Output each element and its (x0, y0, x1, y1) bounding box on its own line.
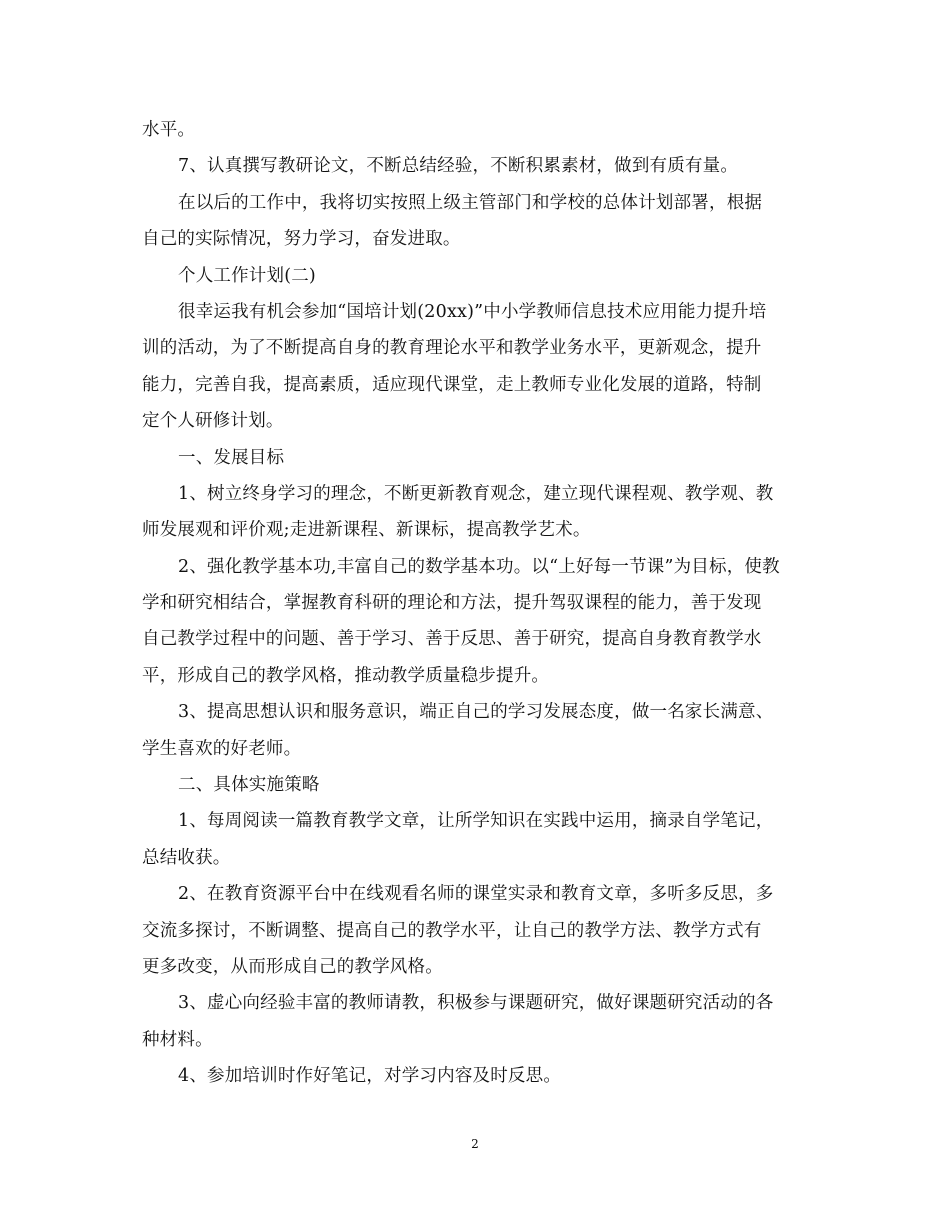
text-line: 学和研究相结合，掌握教育科研的理论和方法，提升驾驭课程的能力，善于发现 (142, 593, 762, 614)
text-line: 1、树立终身学习的理念，不断更新教育观念，建立现代课程观、教学观、教 (178, 483, 774, 504)
text-line: 学生喜欢的好老师。 (142, 738, 302, 759)
text-line: 2、强化教学基本功,丰富自己的数学基本功。以“上好每一节课”为目标，使教 (178, 556, 780, 577)
text-line: 1、每周阅读一篇教育教学文章，让所学知识在实践中运用，摘录自学笔记， (178, 811, 774, 832)
text-line: 定个人研修计划。 (142, 411, 284, 432)
text-line: 交流多探讨，不断调整、提高自己的教学水平，让自己的教学方法、教学方式有 (142, 920, 762, 941)
text-line: 4、参加培训时作好笔记，对学习内容及时反思。 (178, 1066, 562, 1087)
text-line: 自己的实际情况，努力学习，奋发进取。 (142, 229, 461, 250)
text-line: 种材料。 (142, 1029, 213, 1050)
text-line: 2、在教育资源平台中在线观看名师的课堂实录和教育文章，多听多反思，多 (178, 884, 774, 905)
text-line: 水平。 (142, 120, 196, 140)
text-line: 师发展观和评价观;走进新课程、新课标，提高教学艺术。 (142, 520, 591, 541)
text-line: 自己教学过程中的问题、善于学习、善于反思、善于研究，提高自身教育教学水 (142, 629, 762, 650)
text-line: 更多改变，从而形成自己的教学风格。 (142, 956, 443, 977)
section-heading: 个人工作计划(二) (178, 265, 316, 286)
section-heading: 二、具体实施策略 (178, 775, 320, 796)
text-line: 能力，完善自我，提高素质，适应现代课堂，走上教师专业化发展的道路，特制 (142, 374, 762, 395)
text-line: 总结收获。 (142, 847, 231, 868)
text-line: 训的活动，为了不断提高自身的教育理论水平和教学业务水平，更新观念，提升 (142, 338, 762, 359)
text-line: 在以后的工作中，我将切实按照上级主管部门和学校的总体计划部署，根据 (178, 192, 763, 213)
text-line: 3、提高思想认识和服务意识，端正自己的学习发展态度，做一名家长满意、 (178, 702, 774, 723)
document-body (142, 112, 822, 1095)
section-heading: 一、发展目标 (178, 447, 285, 468)
text-line: 很幸运我有机会参加“国培计划(20xx)”中小学教师信息技术应用能力提升培 (178, 301, 767, 322)
text-line: 7、认真撰写教研论文，不断总结经验，不断积累素材，做到有质有量。 (178, 156, 739, 177)
text-line: 平，形成自己的教学风格，推动教学质量稳步提升。 (142, 665, 550, 686)
text-line: 3、虚心向经验丰富的教师请教，积极参与课题研究，做好课题研究活动的各 (178, 993, 774, 1014)
page-number: 2 (471, 1137, 479, 1151)
